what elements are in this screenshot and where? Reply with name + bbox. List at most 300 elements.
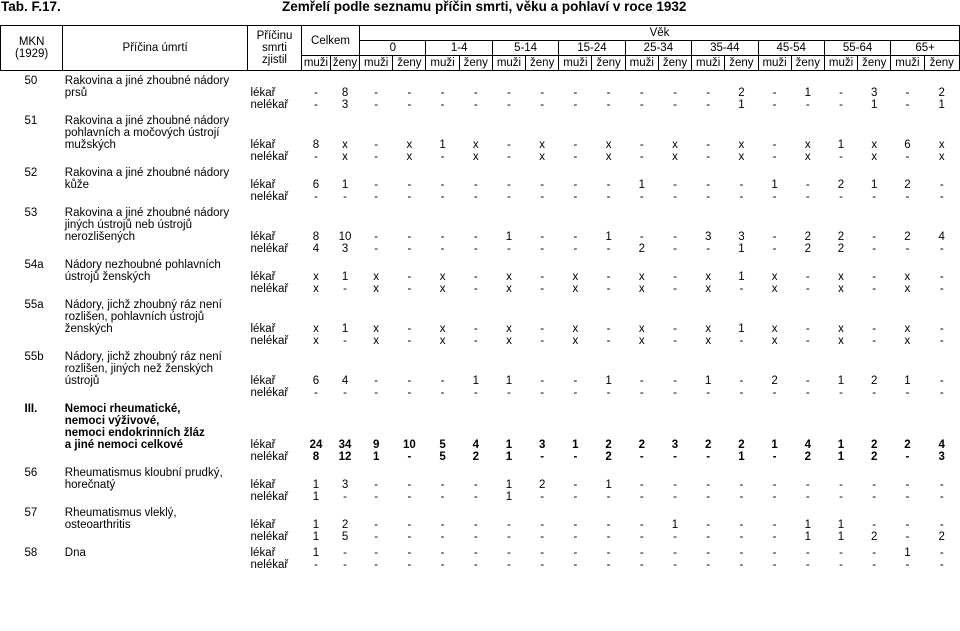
value-cell: - [606,519,611,531]
value-cell: - [739,387,744,399]
value-cell: - [805,179,810,191]
value-cell: - [573,99,578,111]
total-cell: x [313,271,319,283]
value-cell: 1 [904,547,911,559]
value-cell: - [473,179,478,191]
value-cell: - [739,191,744,203]
value-cell: 2 [871,531,878,543]
total-cell: 5 [341,531,349,543]
determined-by: lékař [250,323,276,335]
value-cell: 1 [804,519,811,531]
value-cell: - [374,479,379,491]
value-cell: - [540,559,545,571]
value-cell: - [573,531,578,543]
value-cell: - [573,547,578,559]
value-cell: - [939,519,944,531]
value-cell: - [407,243,412,255]
cause-label: Nemoci rheumatické, nemoci výživové, nemoci endokrinních žláz a jiné nemoci celkové [64,403,205,451]
value-cell: x [472,151,479,163]
value-cell: - [440,243,445,255]
value-cell: 1 [505,439,513,451]
value-cell: - [407,451,412,463]
determined-by: lékař [250,375,276,387]
total-cell: 3 [341,99,349,111]
table-row [1,467,960,491]
value-cell: - [573,491,578,503]
value-cell: 4 [938,231,945,243]
total-cell: - [343,335,347,347]
value-cell: - [374,375,379,387]
page-header [0,0,960,20]
determined-by: lékař [250,87,276,99]
age-group-header: 15-24 [559,41,625,56]
total-cell: - [314,87,318,99]
value-cell: x [771,271,778,283]
value-cell: x [705,323,712,335]
value-cell: - [939,559,944,571]
value-cell: - [440,387,445,399]
determined-by: nelékař [250,283,289,295]
male-header: muži [625,56,658,71]
value-cell: - [739,335,744,347]
value-cell: - [573,191,578,203]
value-cell: x [771,323,778,335]
mkn-code: 55a [24,299,44,311]
value-cell: 1 [871,99,878,111]
value-cell: - [905,243,910,255]
value-cell: - [872,231,877,243]
age-group-header: 0 [360,41,426,56]
value-cell: - [573,243,578,255]
value-cell: - [540,323,545,335]
value-cell: x [506,271,512,283]
value-cell: - [805,387,810,399]
table-row [1,75,960,99]
determined-by: nelékař [250,491,289,503]
total-cell: - [343,491,347,503]
mkn-code: 55b [24,351,44,363]
value-cell: - [706,531,711,543]
table-row [1,387,960,399]
female-header: ženy [393,56,426,71]
value-cell: x [672,139,678,151]
determined-by: lékař [250,271,276,283]
value-cell: - [805,271,810,283]
determined-by: lékař [250,231,276,243]
value-cell: x [439,271,446,283]
value-cell: - [839,559,843,571]
value-cell: 3 [738,231,745,243]
value-cell: - [540,179,545,191]
total-cell: 1 [341,179,349,191]
value-cell: - [606,179,611,191]
value-cell: - [540,231,545,243]
value-cell: x [572,283,579,295]
value-cell: 1 [704,375,712,387]
value-cell: 2 [904,231,911,243]
value-cell: - [606,387,611,399]
value-cell: - [540,519,545,531]
value-cell: - [473,491,478,503]
value-cell: - [939,283,944,295]
determined-by: nelékař [250,151,289,163]
value-cell: - [839,387,843,399]
value-cell: 2 [605,439,612,451]
value-cell: - [606,283,611,295]
value-cell: - [540,191,545,203]
value-cell: x [771,283,778,295]
value-cell: x [373,283,380,295]
value-cell: x [871,151,878,163]
value-cell: - [639,531,644,543]
value-cell: 1 [771,439,778,451]
value-cell: 1 [605,479,612,491]
value-cell: - [440,547,445,559]
value-cell: - [673,531,677,543]
value-cell: 1 [605,375,612,387]
value-cell: - [473,559,478,571]
total-cell: - [314,151,318,163]
value-cell: - [639,519,644,531]
value-cell: - [706,151,711,163]
value-cell: - [440,191,445,203]
value-cell: 2 [837,231,845,243]
value-cell: - [905,559,910,571]
value-cell: - [473,191,478,203]
value-cell: - [440,531,445,543]
value-cell: x [572,271,579,283]
value-cell: x [373,335,380,347]
value-cell: - [739,179,744,191]
value-cell: - [440,559,445,571]
value-cell: - [772,387,777,399]
value-cell: - [540,335,545,347]
total-cell: - [343,547,347,559]
value-cell: x [373,323,380,335]
value-cell: 1 [738,99,745,111]
value-cell: 5 [439,439,446,451]
value-cell: x [638,335,645,347]
value-cell: - [905,191,910,203]
value-cell: 2 [771,375,778,387]
value-cell: 1 [837,439,845,451]
mkn-code: 52 [24,167,38,179]
table-row [1,259,960,283]
value-cell: x [904,271,911,283]
value-cell: 1 [738,323,745,335]
value-cell: - [540,451,545,463]
value-cell: - [872,191,877,203]
value-cell: - [905,99,910,111]
female-header: ženy [526,56,559,71]
table-row [1,191,960,203]
value-cell: - [839,547,843,559]
value-cell: - [374,151,379,163]
value-cell: - [805,335,810,347]
value-cell: 4 [938,439,945,451]
female-header: ženy [924,56,959,71]
value-cell: 2 [871,375,878,387]
value-cell: - [440,375,445,387]
value-cell: - [673,323,677,335]
cause-label: Nádory, jichž zhoubný ráz není rozlišen, pohlavních ústrojů ženských [64,299,222,335]
value-cell: 2 [704,439,712,451]
determined-by: lékař [250,547,276,559]
value-cell: - [374,531,379,543]
total-cell: 4 [341,375,349,387]
spacer-row [1,571,960,575]
value-cell: 1 [837,375,845,387]
total-cell: x [313,283,319,295]
value-cell: - [374,191,379,203]
value-cell: 1 [671,519,679,531]
value-cell: - [374,547,379,559]
table-row [1,531,960,543]
value-cell: - [540,547,545,559]
value-cell: - [606,547,611,559]
cause-label: Rheumatismus vleklý, osteoarthritis [64,507,177,531]
value-cell: - [673,231,677,243]
value-cell: - [805,479,810,491]
value-cell: - [805,559,810,571]
cause-label: Rakovina a jiné zhoubné nádory prsů [64,75,230,99]
value-cell: - [606,323,611,335]
value-cell: - [606,87,611,99]
value-cell: - [573,375,578,387]
table-row [1,167,960,191]
age-group-header: 5-14 [492,41,558,56]
value-cell: 2 [904,179,911,191]
value-cell: - [440,231,445,243]
value-cell: - [473,335,478,347]
value-cell: - [872,283,877,295]
value-cell: - [839,99,843,111]
mkn-code: 54a [24,259,44,271]
value-cell: - [872,479,877,491]
value-cell: - [440,479,445,491]
total-cell: 8 [312,451,320,463]
table-body [1,71,960,576]
table-header [1,26,960,71]
total-cell: - [314,99,318,111]
value-cell: - [573,451,578,463]
value-cell: - [673,451,677,463]
value-cell: - [639,151,644,163]
value-cell: 1 [938,99,945,111]
total-cell: 4 [312,243,320,255]
value-cell: 4 [804,439,811,451]
value-cell: - [639,491,644,503]
male-header: muži [824,56,857,71]
value-cell: - [939,191,944,203]
total-cell: 12 [338,451,352,463]
value-cell: 1 [505,451,513,463]
value-cell: 5 [439,451,446,463]
total-cell: 34 [338,439,352,451]
value-cell: 2 [804,243,811,255]
total-cell: 8 [341,87,349,99]
determined-by: nelékař [250,559,289,571]
value-cell: - [772,491,777,503]
value-cell: - [939,335,944,347]
value-cell: - [872,491,877,503]
value-cell: - [905,87,910,99]
value-cell: - [706,479,711,491]
value-cell: 1 [804,531,811,543]
value-cell: 3 [671,439,679,451]
value-cell: x [605,139,612,151]
value-cell: - [939,387,944,399]
value-cell: 2 [871,451,878,463]
value-cell: - [473,231,478,243]
value-cell: - [739,479,744,491]
determined-by: nelékař [250,243,289,255]
value-cell: - [772,151,777,163]
value-cell: - [639,559,644,571]
table-row [1,299,960,335]
female-header: ženy [459,56,492,71]
value-cell: - [706,491,711,503]
value-cell: - [473,519,478,531]
value-cell: - [639,231,644,243]
value-cell: 1 [738,451,745,463]
mkn-code: III. [24,403,38,415]
value-cell: - [440,87,445,99]
value-cell: - [872,387,877,399]
value-cell: 1 [837,139,845,151]
value-cell: - [839,87,843,99]
cause-label: Rakovina a jiné zhoubné nádory jiných ústrojů neb ústrojů nerozlišených [64,207,230,243]
value-cell: 3 [704,231,712,243]
mkn-code: 58 [24,547,38,559]
value-cell: - [772,139,777,151]
mkn-code: 56 [24,467,38,479]
total-cell: 1 [341,323,349,335]
table-row [1,283,960,295]
value-cell: - [507,519,511,531]
total-header: Celkem [301,26,359,56]
value-cell: - [407,323,412,335]
total-cell: x [342,139,348,151]
value-cell: - [872,271,877,283]
value-cell: - [374,231,379,243]
total-cell: 6 [312,375,320,387]
value-cell: - [407,283,412,295]
table-row [1,559,960,571]
value-cell: 1 [771,179,778,191]
value-cell: - [440,151,445,163]
value-cell: - [606,531,611,543]
value-cell: - [606,335,611,347]
value-cell: x [838,323,844,335]
value-cell: - [407,479,412,491]
cause-label: Nádory, jichž zhoubný ráz není rozlišen, jiných než ženských ústrojů [64,351,222,387]
value-cell: - [473,547,478,559]
value-cell: - [706,519,711,531]
value-cell: - [606,271,611,283]
value-cell: x [705,335,712,347]
value-cell: - [939,179,944,191]
value-cell: 1 [738,243,745,255]
total-cell: 8 [312,231,320,243]
value-cell: - [706,559,711,571]
value-cell: x [539,139,546,151]
value-cell: 6 [904,139,911,151]
value-cell: - [805,375,810,387]
table-row [1,351,960,387]
value-cell: - [540,243,545,255]
value-cell: - [473,271,478,283]
cause-label: Nádory nezhoubné pohlavních ústrojů ženských [64,259,221,283]
value-cell: - [939,479,944,491]
value-cell: - [673,283,677,295]
value-cell: - [573,179,578,191]
cause-label: Rakovina a jiné zhoubné nádory pohlavních a močových ústrojí mužských [64,115,230,151]
value-cell: - [905,451,910,463]
value-cell: - [573,87,578,99]
total-cell: x [313,335,319,347]
value-cell: 1 [505,231,513,243]
value-cell: - [772,519,777,531]
value-cell: 9 [372,439,380,451]
total-cell: 3 [341,479,349,491]
total-cell: 1 [312,547,320,559]
value-cell: 1 [871,179,878,191]
value-cell: - [839,479,843,491]
total-cell: x [313,323,319,335]
table-row [1,115,960,151]
value-cell: - [473,387,478,399]
cause-label: Rakovina a jiné zhoubné nádory kůže [64,167,230,191]
age-header: Věk [360,26,960,41]
value-cell: - [440,99,445,111]
value-cell: 2 [472,451,479,463]
table-row [1,207,960,243]
value-cell: - [772,243,777,255]
value-cell: - [573,519,578,531]
value-cell: - [473,531,478,543]
value-cell: - [407,179,412,191]
value-cell: - [507,191,511,203]
value-cell: - [573,387,578,399]
value-cell: 2 [804,451,811,463]
value-cell: x [904,335,911,347]
value-cell: 1 [372,451,380,463]
value-cell: 1 [439,139,446,151]
value-cell: - [772,191,777,203]
total-cell: 1 [341,271,349,283]
value-cell: 1 [837,451,845,463]
value-cell: - [606,191,611,203]
value-cell: - [872,559,877,571]
value-cell: - [872,519,877,531]
value-cell: - [872,547,877,559]
value-cell: - [473,479,478,491]
value-cell: x [439,335,446,347]
value-cell: x [672,151,678,163]
value-cell: - [939,323,944,335]
value-cell: - [706,191,711,203]
value-cell: - [905,479,910,491]
cause-label: Dna [64,547,86,559]
value-cell: x [838,283,844,295]
table-row [1,507,960,531]
value-cell: - [905,387,910,399]
value-cell: - [606,491,611,503]
value-cell: x [539,151,546,163]
value-cell: - [507,87,511,99]
male-header: muži [426,56,459,71]
